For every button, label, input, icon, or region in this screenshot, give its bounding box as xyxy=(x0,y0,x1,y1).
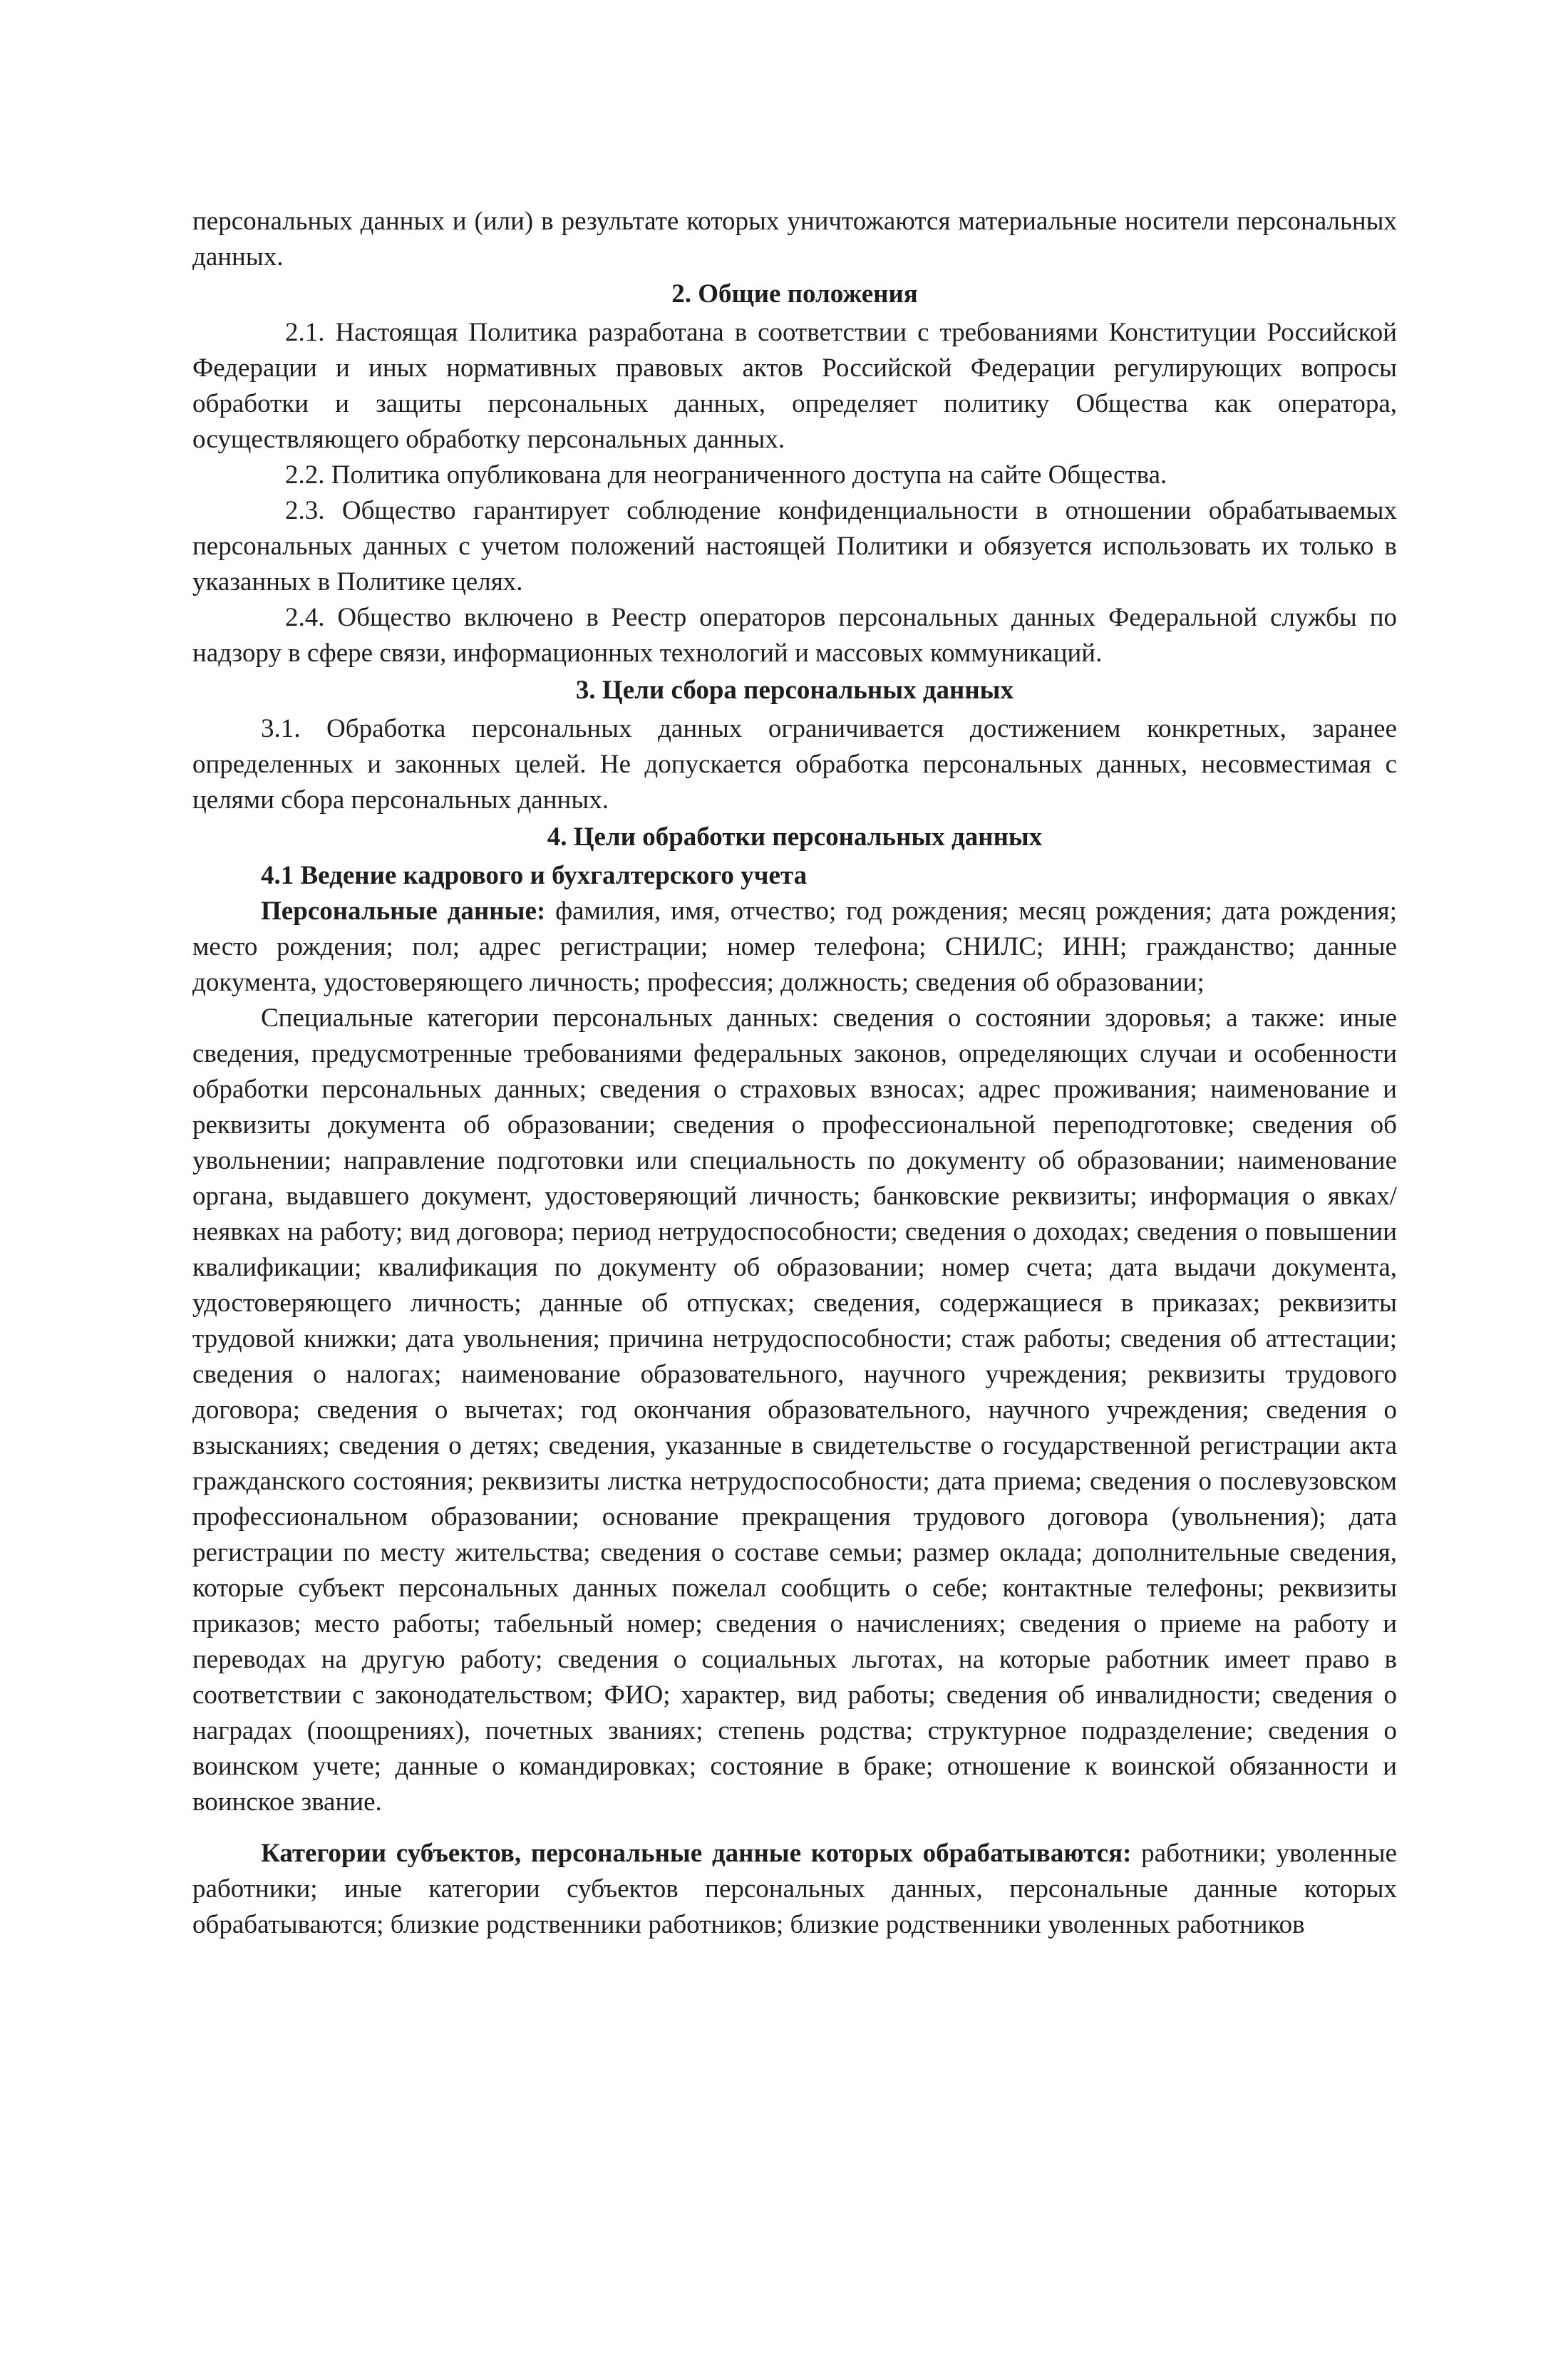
paragraph-2-4: 2.4. Общество включено в Реестр операторов персональных данных Федеральной службы по надзору в сфере связи, информационных технологий и массовых коммуникаций. xyxy=(192,603,1397,668)
subject-categories-text: работники; уволенные работники; иные категории субъектов персональных данных, персональные данные которых обрабатываются; близкие родственники работников; близкие родственники уволенных работников xyxy=(192,1839,1397,1939)
personal-data-text: фамилия, имя, отчество; год рождения; месяц рождения; дата рождения; место рождения; пол; адрес регистрации; номер телефона; СНИЛС; ИНН; гражданство; данные документа, удостоверяющего личность; профессия; должность; сведения об образовании; xyxy=(192,897,1397,997)
continuation-paragraph: персональных данных и (или) в результате которых уничтожаются материальные носители персональных данных. xyxy=(192,207,1397,272)
special-categories-paragraph: Специальные категории персональных данных: сведения о состоянии здоровья; а также: иные сведения, предусмотренные требованиями федеральных законов, определяющих случаи и особенности обработки персональных данных; сведения о страховых взносах; адрес проживания; наименование и реквизиты документа об образовании; сведения о профессиональной переподготовке; сведения об увольнении; направление подготовки или специальность по документу об образовании; наименование органа, выдавшего документ, удостоверяющий личность; банковские реквизиты; информация о явках/неявках на работу; вид договора; период нетрудоспособности; сведения о доходах; сведения о повышении квалификации; квалификация по документу об образовании; номер счета; дата выдачи документа, удостоверяющего личность; данные об отпусках; сведения, содержащиеся в приказах; реквизиты трудовой книжки; дата увольнения; причина нетрудоспособности; стаж работы; сведения об аттестации; сведения о налогах; наименование образовательного, научного учреждения; реквизиты трудового договора; сведения о вычетах; год окончания образовательного, научного учреждения; сведения о взысканиях; сведения о детях; сведения, указанные в свидетельстве о государственной регистрации акта гражданского состояния; реквизиты листка нетрудоспособности; дата приема; сведения о послевузовском профессиональном образовании; основание прекращения трудового договора (увольнения); дата регистрации по месту жительства; сведения о составе семьи; размер оклада; дополнительные сведения, которые субъект персональных данных пожелал сообщить о себе; контактные телефоны; реквизиты приказов; место работы; табельный номер; сведения о начислениях; сведения о приеме на работу и переводах на другую работу; сведения о социальных льготах, на которые работник имеет право в соответствии с законодательством; ФИО; характер, вид работы; сведения об инвалидности; сведения о наградах (поощрениях), почетных званиях; степень родства; структурное подразделение; сведения о воинском учете; данные о командировках; состояние в браке; отношение к воинской обязанности и воинское звание. xyxy=(192,1003,1397,1817)
spacer xyxy=(192,1820,1397,1836)
personal-data-paragraph xyxy=(192,894,1397,1001)
subject-categories-label: Категории субъектов, персональные данные которых обрабатываются: xyxy=(261,1839,1132,1868)
paragraph-3-1: 3.1. Обработка персональных данных ограничивается достижением конкретных, заранее определенных и законных целей. Не допускается обработка персональных данных, несовместимая с целями сбора персональных данных. xyxy=(192,714,1397,815)
paragraph-2-1: 2.1. Настоящая Политика разработана в соответствии с требованиями Конституции Российской Федерации и иных нормативных правовых актов Российской Федерации регулирующих вопросы обработки и защиты персональных данных, определяет политику Общества как оператора, осуществляющего обработку персональных данных. xyxy=(192,318,1397,454)
paragraph-2-2: 2.2. Политика опубликована для неограниченного доступа на сайте Общества. xyxy=(285,460,1167,490)
section-2-heading: 2. Общие положения xyxy=(671,279,918,309)
section-4-heading: 4. Цели обработки персональных данных xyxy=(547,822,1043,852)
section-3-heading: 3. Цели сбора персональных данных xyxy=(575,676,1014,705)
subsection-4-1-heading: 4.1 Ведение кадрового и бухгалтерского учета xyxy=(261,861,808,890)
subject-categories-paragraph xyxy=(192,1836,1397,1943)
personal-data-label: Персональные данные: xyxy=(261,897,546,926)
paragraph-2-3: 2.3. Общество гарантирует соблюдение конфиденциальности в отношении обрабатываемых персональных данных с учетом положений настоящей Политики и обязуется использовать их только в указанных в Политике целях. xyxy=(192,496,1397,597)
